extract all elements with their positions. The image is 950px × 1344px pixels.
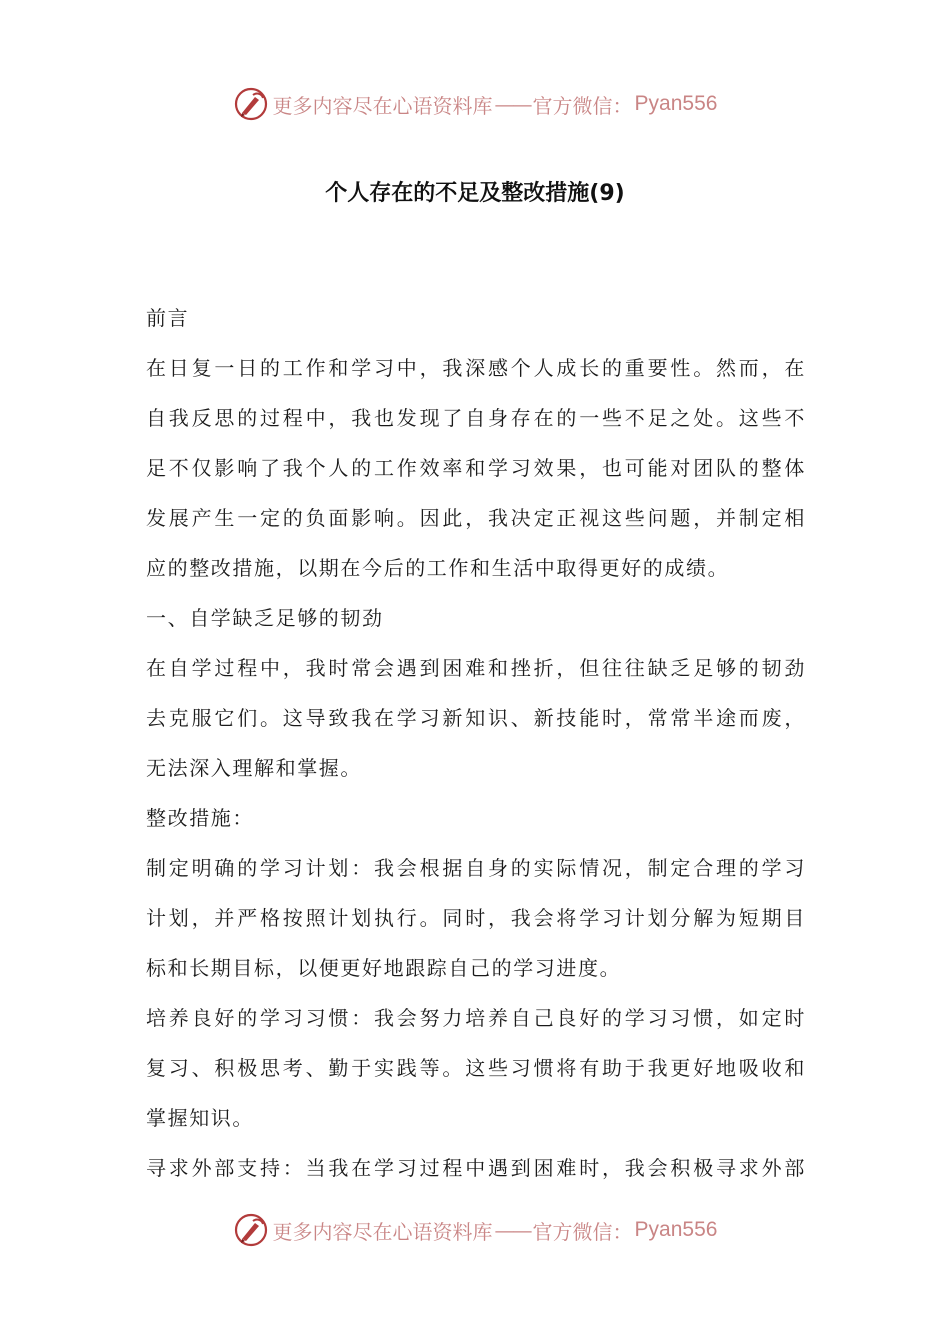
banner-wechat-id: Pyan556 <box>634 1218 718 1241</box>
text-line: 复习、积极思考、勤于实践等。这些习惯将有助于我更好地吸收和 <box>146 1056 806 1080</box>
banner-site-name: 更多内容尽在心语资料库 <box>272 1219 493 1244</box>
text-line: 寻求外部支持：当我在学习过程中遇到困难时，我会积极寻求外部 <box>146 1156 806 1180</box>
text-line: 计划，并严格按照计划执行。同时，我会将学习计划分解为短期目 <box>146 906 806 930</box>
text-line: 无法深入理解和掌握。 <box>146 756 362 780</box>
document-body <box>146 300 806 1200</box>
subsection-label: 整改措施： <box>146 806 254 830</box>
document-title: 个人存在的不足及整改措施(9) <box>325 181 625 206</box>
text-line: 去克服它们。这导致我在学习新知识、新技能时，常常半途而废， <box>146 706 806 730</box>
text-line: 培养良好的学习习惯：我会努力培养自己良好的学习习惯，如定时 <box>146 1006 806 1030</box>
section-heading: 一、自学缺乏足够的韧劲 <box>146 606 384 630</box>
text-line: 在日复一日的工作和学习中，我深感个人成长的重要性。然而，在 <box>146 356 806 380</box>
banner-wechat-label: 官方微信： <box>532 1219 633 1244</box>
banner-wechat-id: Pyan556 <box>634 92 718 115</box>
text-line: 掌握知识。 <box>146 1106 254 1130</box>
text-line: 足不仅影响了我个人的工作效率和学习效果，也可能对团队的整体 <box>146 456 806 480</box>
pen-logo-icon <box>233 1212 269 1248</box>
banner-dash: —— <box>494 92 531 116</box>
text-line: 自我反思的过程中，我也发现了自身存在的一些不足之处。这些不 <box>146 406 806 430</box>
pen-logo-icon <box>233 86 269 122</box>
footer-banner <box>0 1210 950 1250</box>
banner-site-name: 更多内容尽在心语资料库 <box>272 93 493 118</box>
banner-wechat-label: 官方微信： <box>532 93 633 118</box>
text-line: 标和长期目标，以便更好地跟踪自己的学习进度。 <box>146 956 622 980</box>
text-line: 应的整改措施，以期在今后的工作和生活中取得更好的成绩。 <box>146 556 730 580</box>
text-line: 制定明确的学习计划：我会根据自身的实际情况，制定合理的学习 <box>146 856 806 880</box>
text-line: 在自学过程中，我时常会遇到困难和挫折，但往往缺乏足够的韧劲 <box>146 656 806 680</box>
text-line: 前言 <box>146 306 190 330</box>
banner-dash: —— <box>494 1218 531 1242</box>
text-line: 发展产生一定的负面影响。因此，我决定正视这些问题，并制定相 <box>146 506 806 530</box>
header-banner <box>0 84 950 124</box>
